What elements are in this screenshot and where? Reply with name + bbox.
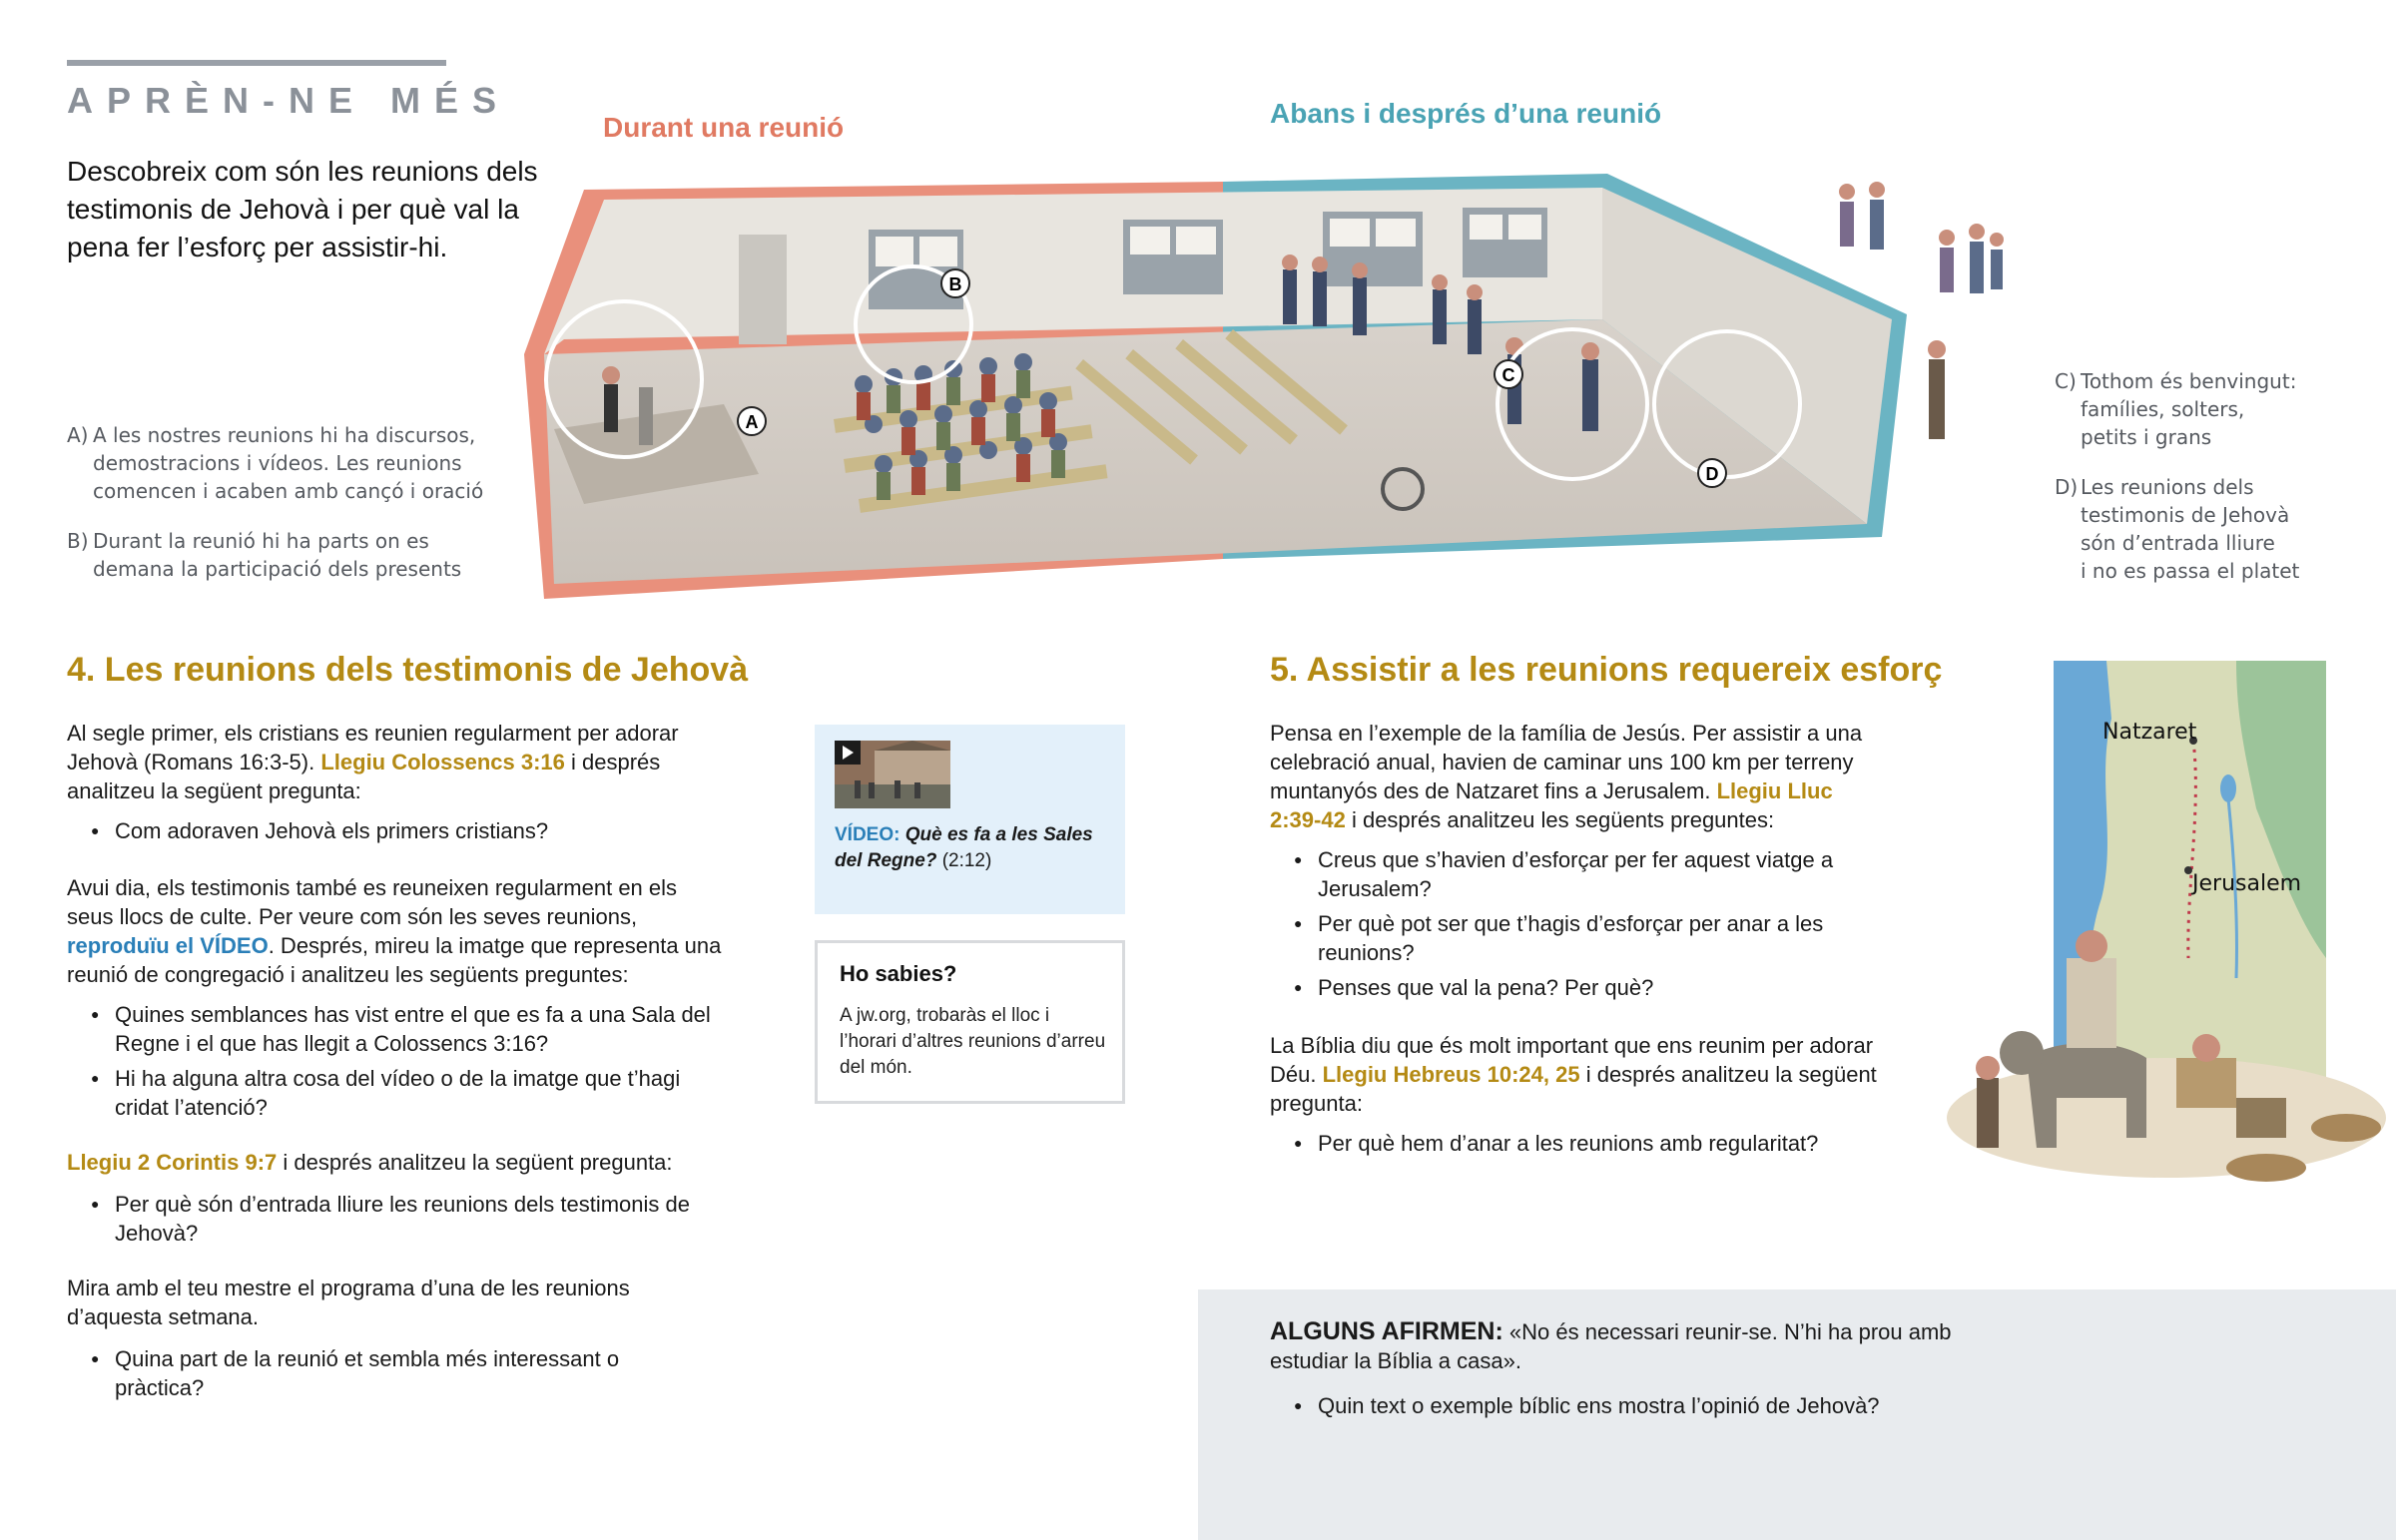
question-bullet: ● Creus que s’havien d’esforçar per fer aquest viatge a Jerusalem?: [1270, 845, 1869, 903]
play-video-link[interactable]: reproduïu el VÍDEO: [67, 933, 269, 958]
marker-a: [738, 407, 766, 435]
arriving-people-illustration: [1817, 180, 2057, 479]
svg-text:A: A: [745, 412, 759, 432]
svg-text:C: C: [1501, 365, 1515, 385]
header-rule: [67, 60, 446, 66]
play-icon[interactable]: [835, 741, 861, 765]
nazareth-jerusalem-map: [1917, 659, 2386, 1238]
question-bullet: ● Hi ha alguna altra cosa del vídeo o de la imatge que t’hagi cridat l’atenció?: [67, 1064, 716, 1122]
kingdom-hall-illustration: [524, 160, 1922, 609]
did-you-know-box: [815, 940, 1125, 1104]
sea-of-galilee: [2220, 774, 2236, 802]
section-4-paragraph-3: Llegiu 2 Corintis 9:7 i després analitzeu la següent pregunta:: [67, 1150, 673, 1175]
door: [739, 235, 787, 344]
did-you-know-title: Ho sabies?: [840, 961, 957, 986]
question-bullet: ● Per què són d’entrada lliure les reunions dels testimonis de Jehovà?: [67, 1190, 706, 1248]
question-bullet: ● Per què pot ser que t’hagis d’esforçar per anar a les reunions?: [1270, 909, 1849, 967]
section-5-title: 5. Assistir a les reunions requereix esforç: [1270, 651, 1943, 689]
video-caption: VÍDEO: Què es fa a les Sales del Regne? (2:12): [835, 824, 1093, 871]
marker-b: [941, 269, 969, 297]
question-bullet: ● Com adoraven Jehovà els primers cristians?: [67, 816, 706, 845]
section-5-paragraph-1: Pensa en l’exemple de la família de Jesús. Per assistir a una celebració anual, havien de caminar uns 100 km per terreny muntanyós des de Natzaret fins a Jerusalem. Llegiu Lluc 2:39-42 i després analitzeu les següents preguntes:: [1270, 721, 1863, 832]
question-bullet: ● Per què hem d’anar a les reunions amb regularitat?: [1270, 1129, 1869, 1158]
caption-b: B) Durant la reunió hi ha parts on es demana la participació dels presents: [67, 529, 462, 581]
link-2-corinthians[interactable]: Llegiu 2 Corintis 9:7: [67, 1150, 278, 1175]
label-before-after-meeting: Abans i després d’una reunió: [1270, 98, 1662, 129]
marker-d: [1698, 459, 1726, 487]
svg-text:B: B: [948, 274, 962, 294]
video-box[interactable]: [815, 725, 1125, 914]
page-title: APRÈN-NE MÉS: [67, 80, 511, 121]
video-thumbnail[interactable]: [835, 741, 950, 808]
speaker: [604, 384, 618, 432]
claims-quote: «No és necessari reunir-se. N’hi ha prou amb estudiar la Bíblia a casa».: [1270, 1319, 1952, 1373]
claims-box: [1198, 1289, 2396, 1540]
section-4-title: 4. Les reunions dels testimonis de Jehovà: [67, 651, 749, 689]
caption-c: C) Tothom és benvingut: famílies, solters, petits i grans: [2055, 369, 2297, 449]
claims-text: [1270, 1317, 1969, 1375]
question-bullet: ● Quin text o exemple bíblic ens mostra l’opinió de Jehovà?: [1270, 1391, 1969, 1420]
section-4-paragraph-2: Avui dia, els testimonis també es reuneixen regularment en els seus llocs de culte. Per veure com són les seves reunions, reproduïu el VÍDEO. Després, mireu la imatge que representa una reunió de congregació i analitzeu les següents preguntes:: [67, 875, 722, 987]
caption-d: D) Les reunions dels testimonis de Jehovà són d’entrada lliure i no es passa el platet: [2055, 475, 2300, 583]
section-4-paragraph-4: Mira amb el teu mestre el programa d’una de les reunions d’aquesta setmana.: [67, 1276, 630, 1329]
lectern: [639, 387, 653, 445]
caption-a: A) A les nostres reunions hi ha discursos, demostracions i vídeos. Les reunions comencen i acaben amb cançó i oració: [67, 423, 484, 503]
did-you-know-body: A jw.org, trobaràs el lloc i l’horari d’altres reunions d’arreu del món.: [840, 1005, 1106, 1078]
question-bullet: ● Quines semblances has vist entre el que es fa a una Sala del Regne i el que has llegit a Colossencs 3:16?: [67, 1000, 716, 1058]
label-during-meeting: Durant una reunió: [603, 112, 845, 143]
link-hebrews[interactable]: Llegiu Hebreus 10:24, 25: [1322, 1062, 1580, 1087]
section-4-paragraph-1: Al segle primer, els cristians es reunien regularment per adorar Jehovà (Romans 16:3-5). Llegiu Colossencs 3:16 i després analitzeu la següent pregunta:: [67, 721, 679, 803]
city-label-nazareth: Natzaret: [2102, 720, 2197, 745]
question-bullet: ● Quina part de la reunió et sembla més interessant o pràctica?: [67, 1344, 646, 1402]
question-bullet: ● Penses que val la pena? Per què?: [1270, 973, 1849, 1002]
intro-text: Descobreix com són les reunions dels testimonis de Jehovà i per què val la pena fer l’esforç per assistir-hi.: [67, 156, 538, 262]
svg-text:D: D: [1705, 464, 1719, 484]
link-luke[interactable]: Llegiu Lluc 2:39-42: [1270, 778, 1833, 832]
section-5-paragraph-2: La Bíblia diu que és molt important que ens reunim per adorar Déu. Llegiu Hebreus 10:24, 25 i després analitzeu la següent pregunta:: [1270, 1033, 1877, 1116]
marker-c: [1495, 360, 1522, 388]
claims-label: ALGUNS AFIRMEN:: [1270, 1317, 1503, 1345]
link-colossians[interactable]: Llegiu Colossencs 3:16: [320, 750, 565, 774]
city-label-jerusalem: Jerusalem: [2192, 871, 2302, 896]
